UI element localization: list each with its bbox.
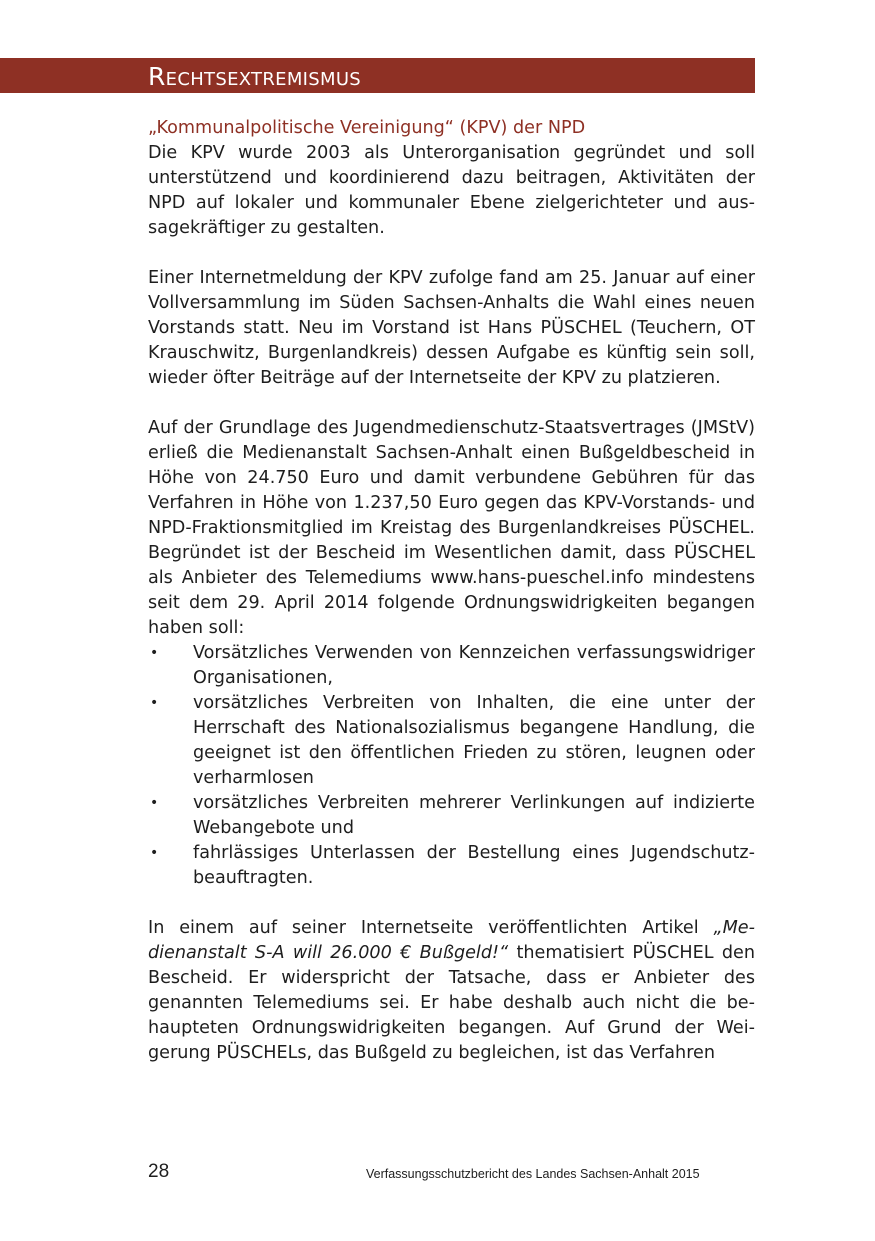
list-item — [148, 791, 755, 841]
list-item — [148, 641, 755, 691]
publication-title: Verfassungsschutzbericht des Landes Sachsen-Anhalt 2015 — [366, 1167, 700, 1181]
paragraph-4-lead: In einem auf seiner Internetseite veröffentlichten Artikel — [148, 918, 714, 938]
section-header-band — [0, 58, 755, 93]
paragraph-4-rest: thematisiert PÜSCHEL den Bescheid. Er widerspricht der Tatsache, dass er Anbieter des genannten Telemediums sei. Er habe deshalb auch nicht die behaupteten Ordnungswidrigkeiten begangen. Auf Grund der Weigerung PÜSCHELs, das Bußgeld zu begleichen, ist das Verfahren — [148, 943, 756, 1063]
paragraph-gap — [148, 241, 755, 266]
bullet-icon: • — [150, 695, 159, 711]
paragraph-2: Einer Internetmeldung der KPV zufolge fand am 25. Januar auf einer Vollversammlung im Süden Sachsen-Anhalts die Wahl eines neuen Vorstands statt. Neu im Vorstand ist Hans PÜSCHEL (Teuchern, OT Krauschwitz, Burgenlandkreis) dessen Aufgabe es künftig sein soll, wieder öfter Beiträge auf der Internetseite der KPV zu platzieren. — [148, 268, 755, 388]
violations-list — [148, 641, 755, 891]
article-subheading: „Kommunalpolitische Vereinigung“ (KPV) der NPD — [148, 118, 586, 138]
section-title: Rechtsextremismus — [148, 62, 362, 91]
paragraph-3: Auf der Grundlage des Jugendmedienschutz-Staatsvertrages (JMStV) erließ die Medienanstalt Sachsen-Anhalt einen Bußgeldbescheid in Höhe von 24.750 Euro und damit verbundene Gebühren für das Verfahren in Höhe von 1.237,50 Euro gegen das KPV-Vorstands- und NPD-Fraktionsmitglied im Kreistag des Burgenlandkreises PÜSCHEL. Begründet ist der Bescheid im Wesentlichen damit, dass PÜSCHEL als Anbieter des Telemediums www.​hans-pueschel.info mindestens seit dem 29. April 2014 folgende Ordnungswidrigkeiten begangen haben soll: — [148, 418, 755, 638]
article-title-quote: „Medienanstalt S-A will 26.000 € Bußgeld!“ — [148, 918, 755, 963]
list-item-text: vorsätzliches Verbreiten von Inhalten, die eine unter der Herrschaft des Nationalsozialismus begangene Handlung, die geeignet ist den öffentlichen Frieden zu stören, leugnen oder verharmlosen — [193, 693, 755, 788]
bullet-icon: • — [150, 845, 159, 861]
bullet-icon: • — [150, 645, 159, 661]
paragraph-4 — [148, 916, 755, 1066]
paragraph-gap — [148, 391, 755, 416]
list-item-text: fahrlässiges Unterlassen der Bestellung eines Jugendschutzbeauftragten. — [193, 843, 755, 888]
list-item — [148, 841, 755, 891]
list-item — [148, 691, 755, 791]
paragraph-1: Die KPV wurde 2003 als Unterorganisation gegründet und soll unterstützend und koordinierend dazu beitragen, Aktivitäten der NPD auf lokaler und kommunaler Ebene zielgerichteter und aussagekräftiger zu gestalten. — [148, 143, 755, 238]
page-number: 28 — [148, 1161, 170, 1182]
paragraph-gap — [148, 891, 755, 916]
list-item-text: Vorsätzliches Verwenden von Kennzeichen verfassungswidriger Organisationen, — [193, 643, 755, 688]
bullet-icon: • — [150, 795, 159, 811]
list-item-text: vorsätzliches Verbreiten mehrerer Verlinkungen auf indizierte Webangebote und — [193, 793, 755, 838]
article-body — [148, 116, 755, 1066]
